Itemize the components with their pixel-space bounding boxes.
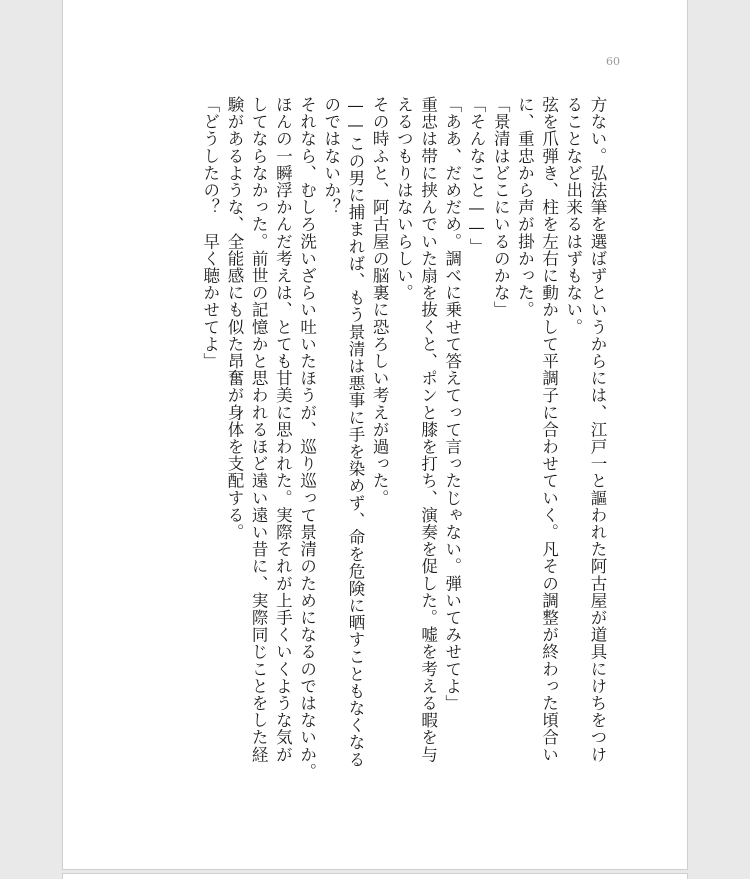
text-line: 「そんなこと——」 bbox=[466, 96, 486, 255]
text-line: ——この男に捕まれば、もう景清は悪事に手を染めず、命を危険に晒すこともなくなる bbox=[345, 96, 365, 768]
text-line: 「景清はどこにいるのかな」 bbox=[491, 96, 511, 319]
text-line: 弦を爪弾き、柱を左右に動かして平調子に合わせていく。凡その調整が終わった頃合い bbox=[539, 96, 559, 763]
next-page-edge bbox=[62, 873, 688, 879]
text-line: 重忠は帯に挟んでいた扇を抜くと、ポンと膝を打ち、演奏を促した。嘘を考える暇を与 bbox=[418, 96, 438, 763]
text-line: えるつもりはないらしい。 bbox=[394, 96, 414, 302]
book-page bbox=[62, 0, 688, 870]
text-line: ほんの一瞬浮かんだ考えは、とても甘美に思われた。実際それが上手くいくような気が bbox=[273, 96, 293, 763]
text-line: その時ふと、阿古屋の脳裏に恐ろしい考えが過った。 bbox=[370, 96, 390, 507]
text-line: のではないか？ bbox=[321, 96, 341, 216]
text-line: 験があるような、全能感にも似た昂奮が身体を支配する。 bbox=[224, 96, 244, 541]
vertical-text-body bbox=[198, 96, 609, 796]
text-line: それなら、むしろ洗いざらい吐いたほうが、巡り巡って景清のためになるのではないか。 bbox=[297, 96, 317, 780]
text-line: 「どうしたの？ 早く聴かせてよ」 bbox=[200, 96, 220, 370]
text-line: 「ああ、だめだめ。調べに乗せて答えてって言ったじゃない。弾いてみせてよ」 bbox=[442, 96, 462, 712]
text-line: ることなど出来るはずもない。 bbox=[563, 96, 583, 336]
text-line: してならなかった。前世の記憶かと思われるほど遠い遠い昔に、実際同じことをした経 bbox=[249, 96, 269, 763]
page-number: 60 bbox=[606, 55, 620, 68]
text-line: 方ない。弘法筆を選ばずというからには、江戸一と謳われた阿古屋が道具にけちをつけ bbox=[588, 96, 607, 763]
text-line: に、重忠から声が掛かった。 bbox=[515, 96, 535, 319]
